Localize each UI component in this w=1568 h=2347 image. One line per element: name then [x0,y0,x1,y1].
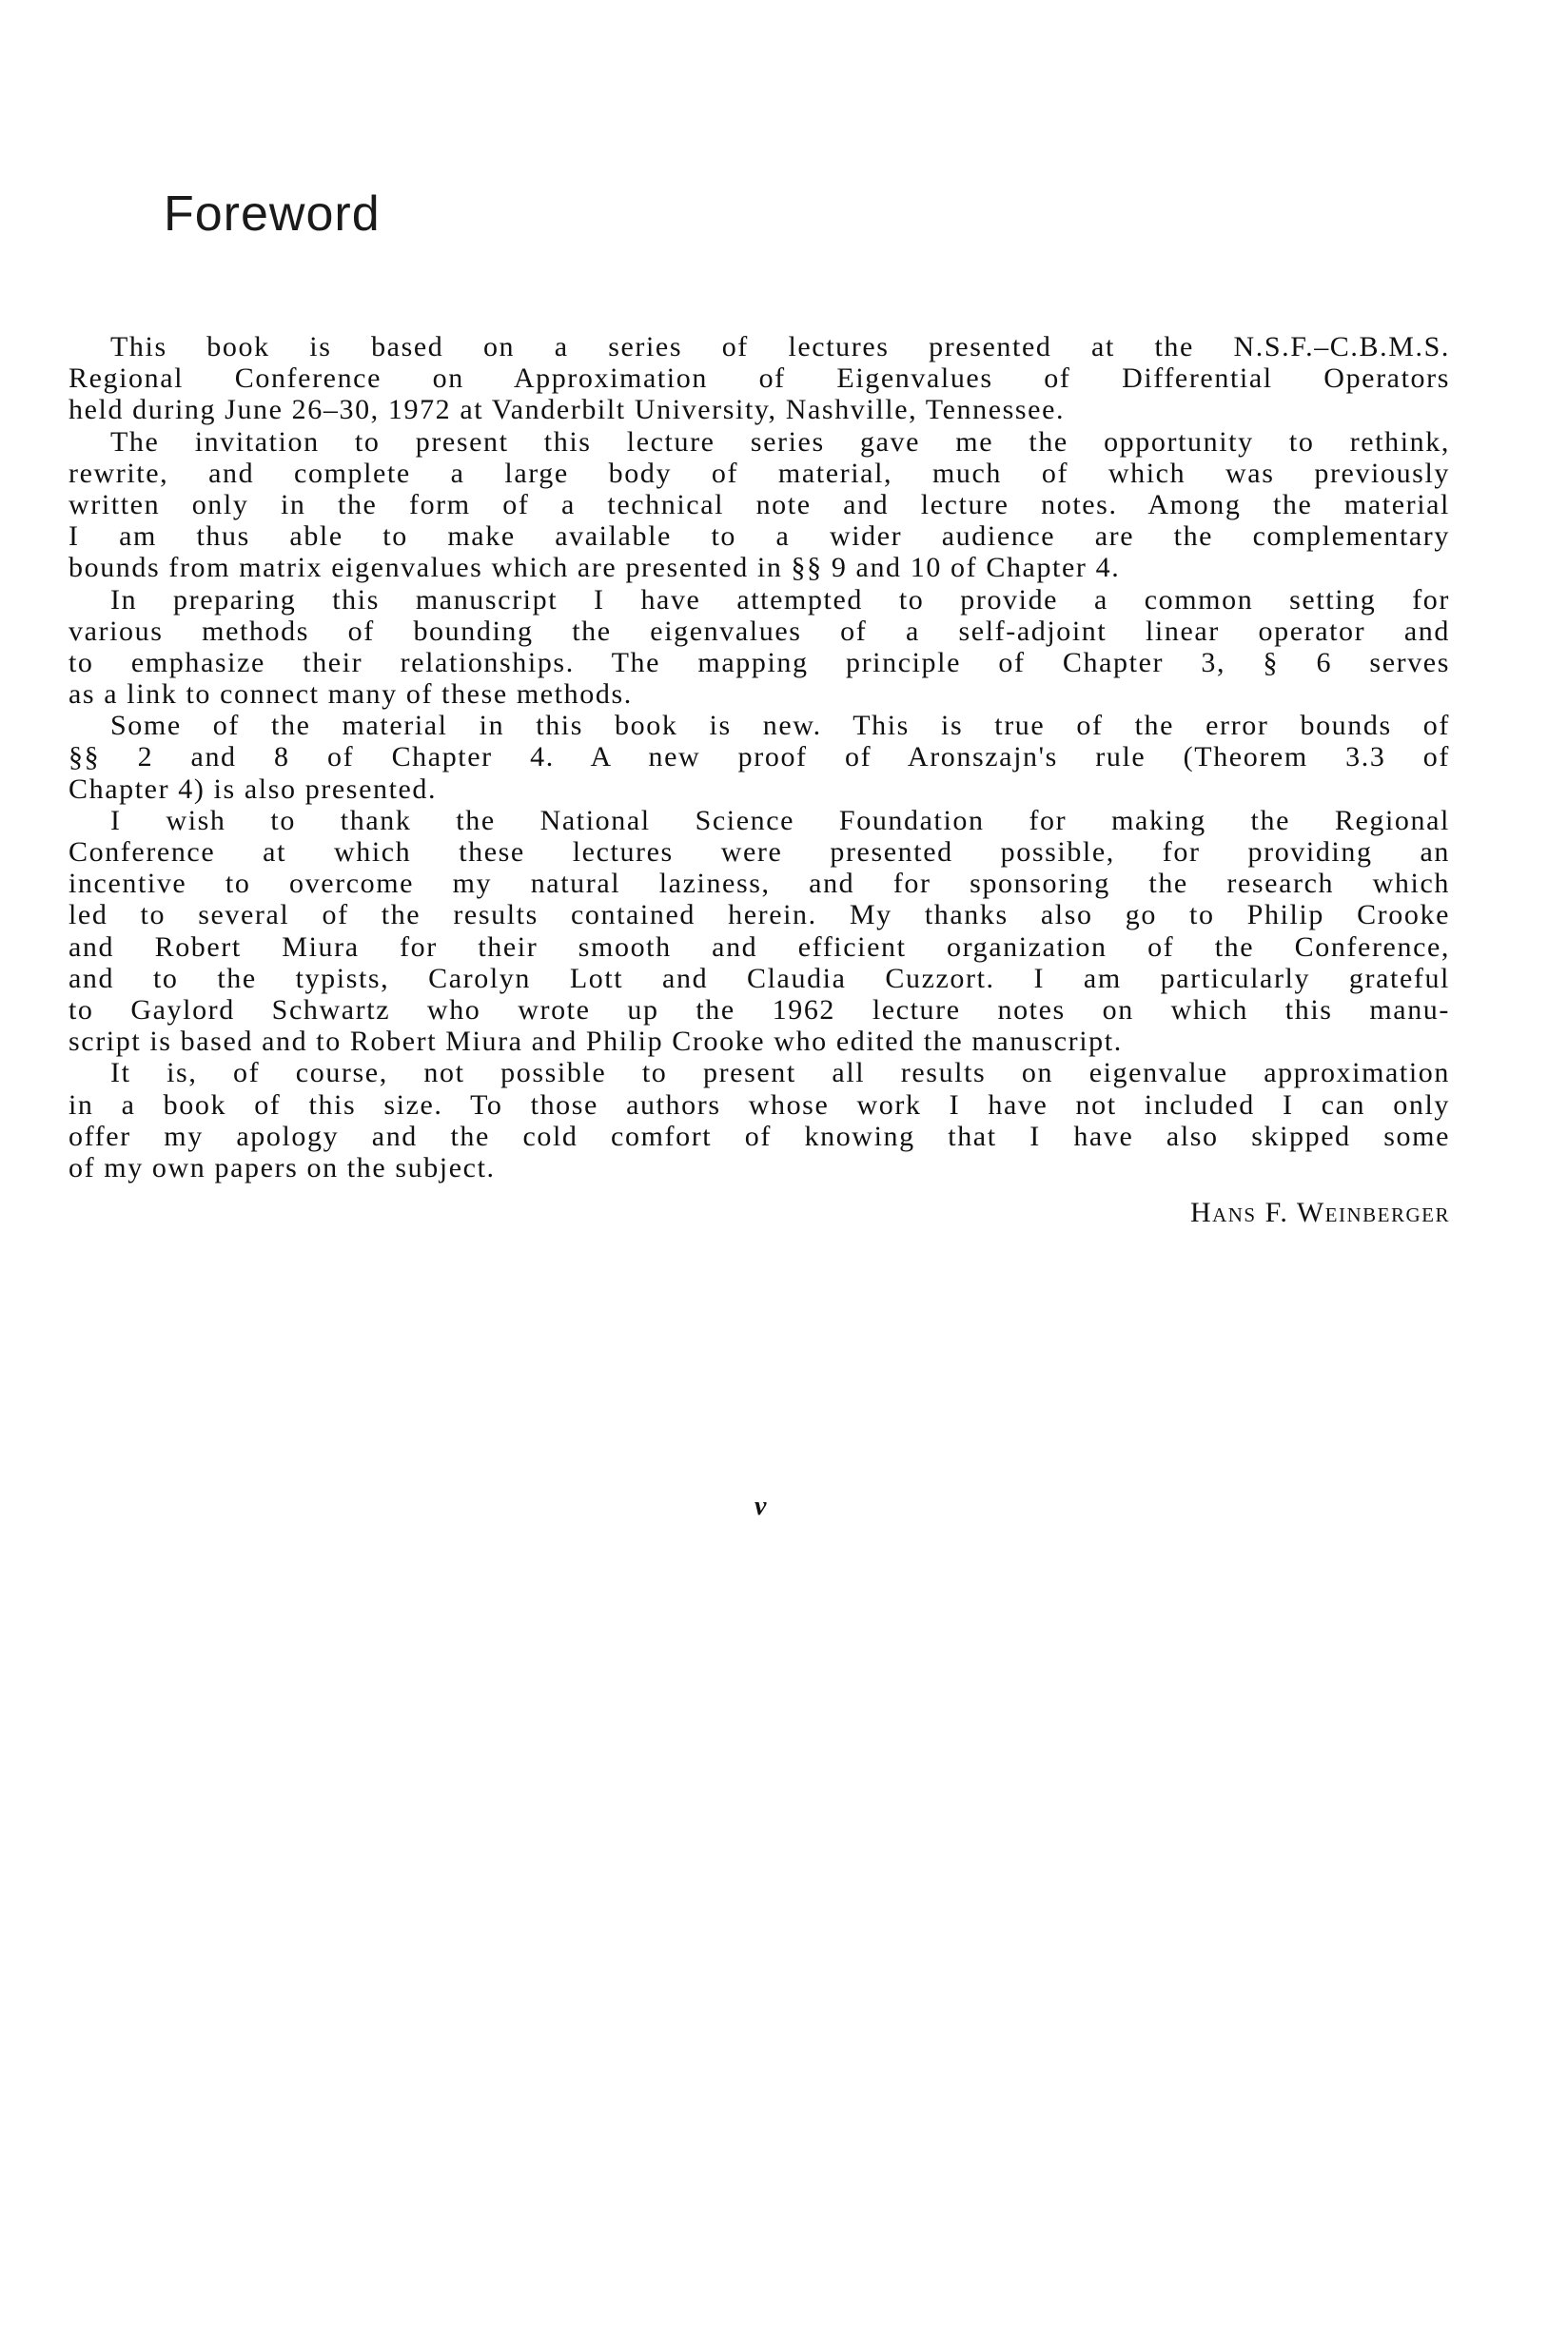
text-line: I am thus able to make available to a wider audience are the complementary [69,520,1450,553]
page-number: v [755,1492,767,1521]
text-line: bounds from matrix eigenvalues which are presented in §§ 9 and 10 of Chapter 4. [69,552,1121,584]
paragraph [69,426,1450,584]
text-line: to Gaylord Schwartz who wrote up the 1962 lecture notes on which this manu- [69,993,1450,1026]
text-line: Chapter 4) is also presented. [69,773,438,805]
paragraph [69,584,1450,711]
text-line: as a link to connect many of these methods. [69,678,633,711]
foreword-body [69,331,1450,1183]
text-line: held during June 26–30, 1972 at Vanderbilt University, Nashville, Tennessee. [69,394,1066,426]
text-line: and Robert Miura for their smooth and efficient organization of the Conference, [69,930,1450,963]
text-line: script is based and to Robert Miura and Philip Crooke who edited the manuscript. [69,1026,1123,1058]
text-line: in a book of this size. To those authors whose work I have not included I can only [69,1088,1450,1121]
text-line: rewrite, and complete a large body of material, much of which was previously [69,457,1450,489]
text-line: This book is based on a series of lectures presented at the N.S.F.–C.B.M.S. [110,331,1450,362]
page-title: Foreword [164,186,381,242]
paragraph [69,710,1450,805]
text-line: Conference at which these lectures were presented possible, for providing an [69,836,1450,868]
text-line: Regional Conference on Approximation of Eigenvalues of Differential Operators [69,362,1450,395]
text-line: offer my apology and the cold comfort of knowing that I have also skipped some [69,1120,1450,1152]
text-line: and to the typists, Carolyn Lott and Claudia Cuzzort. I am particularly grateful [69,962,1450,994]
author-signature: Hans F. Weinberger [1189,1197,1450,1228]
text-line: various methods of bounding the eigenvalues of a self-adjoint linear operator and [69,615,1450,647]
text-line: §§ 2 and 8 of Chapter 4. A new proof of Aronszajn's rule (Theorem 3.3 of [69,741,1450,773]
text-line: written only in the form of a technical note and lecture notes. Among the material [69,488,1450,520]
text-line: Some of the material in this book is new. This is true of the error bounds of [110,710,1450,742]
text-line: It is, of course, not possible to present all results on eigenvalue approximation [110,1057,1450,1089]
paragraph [69,1057,1450,1183]
text-line: In preparing this manuscript I have attempted to provide a common setting for [110,583,1450,616]
text-line: incentive to overcome my natural laziness, and for sponsoring the research which [69,868,1450,900]
text-line: to emphasize their relationships. The mapping principle of Chapter 3, § 6 serves [69,646,1450,678]
paragraph [69,331,1450,426]
text-line: I wish to thank the National Science Foundation for making the Regional [110,804,1450,836]
text-line: of my own papers on the subject. [69,1151,496,1183]
text-line: led to several of the results contained herein. My thanks also go to Philip Crooke [69,899,1450,931]
text-line: The invitation to present this lecture series gave me the opportunity to rethink, [110,425,1450,458]
paragraph [69,805,1450,1058]
